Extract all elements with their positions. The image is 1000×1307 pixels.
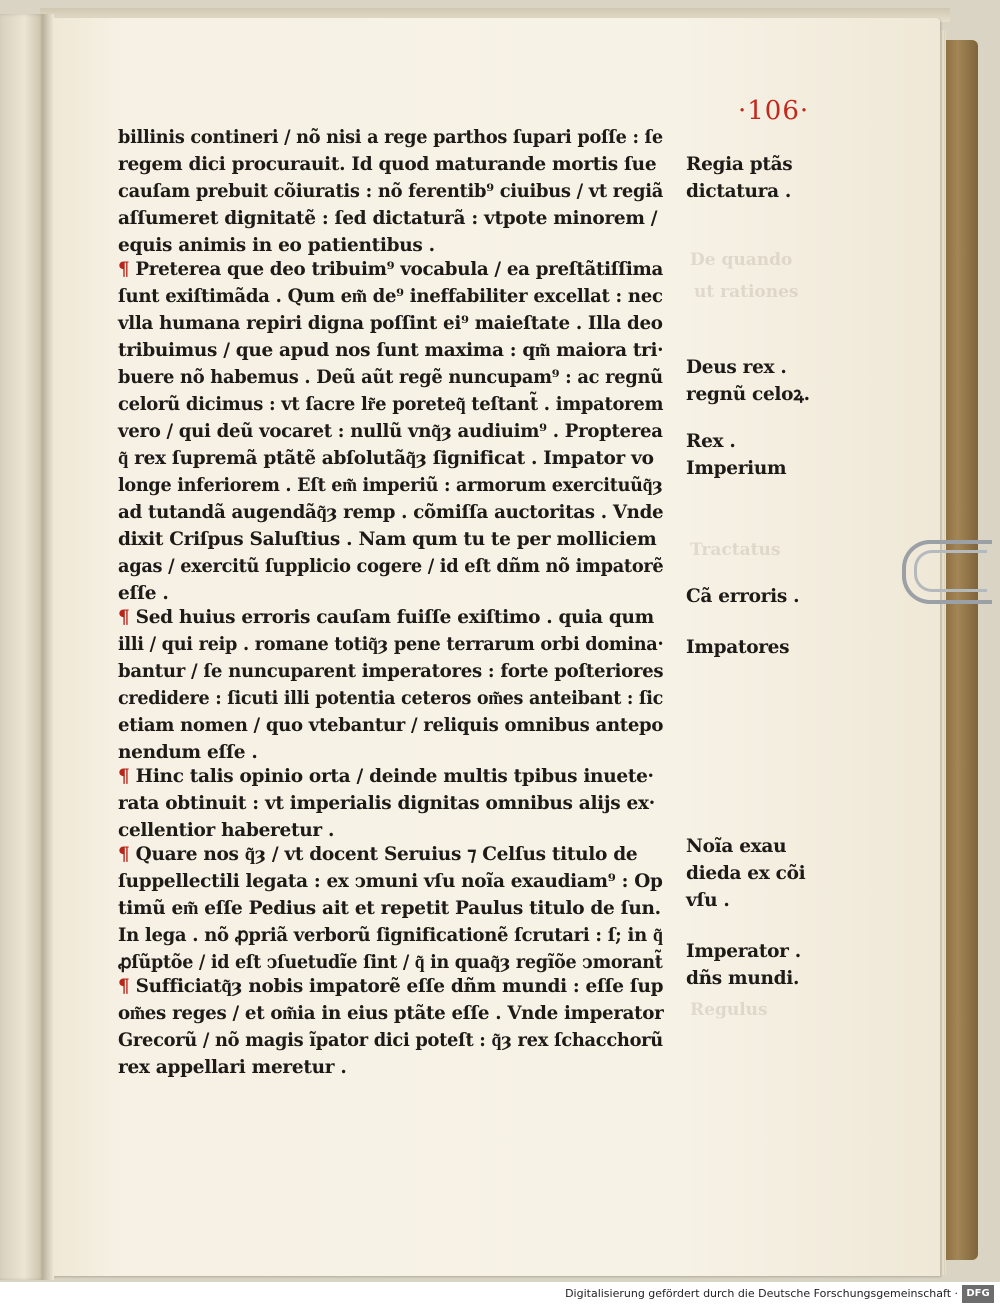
text-line: Preterea que deo tribuim⁹ vocabula / ea preſtãtiſſima [135, 259, 663, 280]
pilcrow-icon: ¶ [118, 259, 130, 280]
book-cover-edge [944, 40, 978, 1260]
funding-credit: Digitalisierung gefördert durch die Deutsche Forschungsgemeinschaft · [565, 1287, 958, 1300]
text-line: etiam nomen / quo vtebantur / reliquis omnibus antepo [118, 715, 664, 736]
folio-number: ·106· [738, 96, 810, 126]
margin-note: dictatura . [686, 181, 792, 202]
margin-note: Deus rex . [686, 357, 787, 378]
margin-note: Imperium [686, 458, 787, 479]
dfg-logo: DFG [962, 1285, 994, 1303]
text-line: ꝓſũptõe / id eſt ↄſuetudĩe ſint / q͂ in quaq͂ȝ regĩõe ↄmorant̃ [118, 952, 663, 973]
paragraph-line [118, 843, 637, 867]
text-line: tribuimus / que apud nos ſunt maxima : qm͂ maiora tri· [118, 340, 664, 361]
show-through-mark: Regulus [690, 1000, 768, 1020]
text-line: celorũ dicimus : vt ſacre lr͂e poreteq͂ teſtant̃ . impatorem [118, 394, 664, 415]
text-line: ad tutandã augendãq͂ȝ remp . cõmiſſa auctoritas . Vnde [118, 502, 664, 523]
pilcrow-icon: ¶ [118, 844, 130, 865]
text-line: ſuppellectili legata : ex ↄmuni vſu noĩa exaudiam⁹ : Op [118, 871, 663, 892]
pilcrow-icon: ¶ [118, 607, 130, 628]
text-line: Grecorũ / nõ magis ĩpator dici poteſt : q͂ȝ rex ſchacchorũ [118, 1030, 663, 1051]
text-line: Sufficiatq͂ȝ nobis impatorẽ eſſe dñm mundi : eſſe ſup [135, 976, 664, 997]
text-line: cauſam prebuit cõiuratis : nõ ferentib⁹ ciuibus / vt regiã [118, 181, 664, 202]
paragraph-line [118, 765, 654, 789]
left-page-edge [0, 14, 44, 1280]
margin-note: Imperator . [686, 941, 801, 962]
text-line: cellentior haberetur . [118, 820, 335, 841]
margin-note: Rex . [686, 431, 736, 452]
text-line: dixit Criſpus Saluſtius . Nam qum tu te per molliciem [118, 529, 657, 550]
text-line: vlla humana repiri digna poſſint ei⁹ maieſtate . Illa deo [118, 313, 663, 334]
text-line: billinis contineri / nõ nisi a rege parthos ſupari poſſe : ſe [118, 127, 663, 148]
text-line: vero / qui deũ vocaret : nullũ vnq͂ȝ audiuim⁹ . Propterea [118, 421, 663, 442]
text-line: buere nõ habemus . Deũ aũt regẽ nuncupam⁹ : ac regnũ [118, 367, 663, 388]
show-through-mark: De quando [690, 250, 793, 270]
text-line: q͂ rex ſupremã ptãtẽ abſolutãq͂ȝ ſignificat . Impator vo [118, 448, 654, 469]
text-line: illi / qui reip . romane totiq͂ȝ pene terrarum orbi domina· [118, 634, 664, 655]
pilcrow-icon: ¶ [118, 976, 130, 997]
paragraph-line [118, 258, 663, 282]
pilcrow-icon: ¶ [118, 766, 130, 787]
text-line: Quare nos q͂ȝ / vt docent Seruius ⁊ Celſus titulo de [135, 844, 638, 865]
text-line: aſſumeret dignitatẽ : ſed dictaturã : vtpote minorem / [118, 208, 658, 229]
margin-note: Regia ptãs [686, 154, 793, 175]
margin-note: dieda ex cõi [686, 863, 806, 884]
margin-note: Cã erroris . [686, 586, 800, 607]
text-line: timũ em͂ eſſe Pedius ait et repetit Paulus titulo de ſun. [118, 898, 661, 919]
text-line: om͂es reges / et om͂ia in eius ptãte eſſe . Vnde imperator [118, 1003, 664, 1024]
text-line: longe inferiorem . Eſt em͂ imperiũ : armorum exercituũq͂ȝ [118, 475, 663, 496]
text-line: credidere : ſicuti illi potentia ceteros om͂es anteibant : ſic [118, 688, 664, 709]
paragraph-line [118, 975, 663, 999]
book-gutter [42, 14, 54, 1280]
text-line: ſunt exiſtimãda . Qum em͂ de⁹ ineffabiliter excellat : nec [118, 286, 663, 307]
text-line: rata obtinuit : vt imperialis dignitas omnibus alijs ex· [118, 793, 655, 814]
text-line: Sed huius erroris cauſam fuiſſe exiſtimo . quia qum [135, 607, 654, 628]
margin-note: Noĩa exau [686, 836, 787, 857]
text-line: rex appellari meretur . [118, 1057, 347, 1078]
paper-clip-inner [914, 550, 987, 592]
text-line: bantur / ſe nuncuparent imperatores : forte poſteriores [118, 661, 664, 682]
text-line: Hinc talis opinio orta / deinde multis tpibus inuete· [135, 766, 654, 787]
text-line: In lega . nõ ꝓpriã verborũ ſignificationẽ ſcrutari : ſ; in q͂ [118, 925, 663, 946]
text-line: regem dici procurauit. Id quod maturande mortis ſue [118, 154, 657, 175]
text-line: nendum eſſe . [118, 742, 258, 763]
text-line: agas / exercitũ ſupplicio cogere / id eſt dñm nõ impatorẽ [118, 556, 664, 577]
paragraph-line [118, 606, 654, 630]
margin-note: Impatores [686, 637, 790, 658]
show-through-mark: ut rationes [694, 282, 799, 302]
digitization-footer [0, 1282, 1000, 1307]
margin-note: vſu . [686, 890, 730, 911]
text-line: equis animis in eo patientibus . [118, 235, 435, 256]
show-through-mark: Tractatus [690, 540, 781, 560]
margin-note: regnũ celoꝝ. [686, 384, 810, 405]
margin-note: dñs mundi. [686, 968, 800, 989]
text-line: eſſe . [118, 583, 169, 604]
